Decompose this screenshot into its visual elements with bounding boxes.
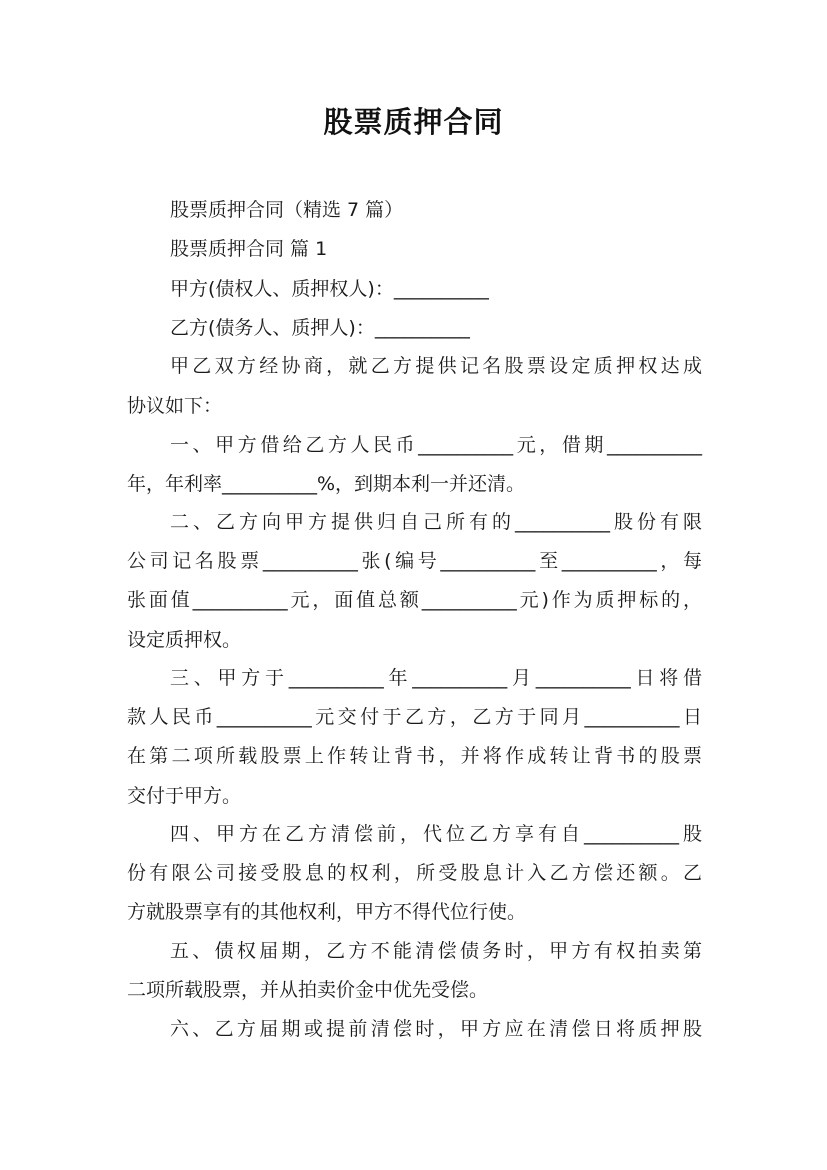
- paragraph-line: 份有限公司接受股息的权利，所受股息计入乙方偿还额。乙: [127, 862, 702, 884]
- paragraph-line: 五、债权届期，乙方不能清偿债务时，甲方有权拍卖第: [170, 940, 702, 962]
- paragraph-line: 三、甲方于__________年__________月__________日将借: [170, 667, 702, 689]
- party-a-line: 甲方(债权人、质押权人)：__________: [170, 278, 489, 300]
- paragraph-line: 公司记名股票__________张(编号__________至__________，每: [127, 550, 702, 572]
- paragraph-line: 二项所载股票，并从拍卖价金中优先受偿。: [127, 979, 489, 1001]
- paragraph-line: 张面值__________元，面值总额__________元)作为质押标的，: [127, 589, 702, 611]
- paragraph-line: 方就股票享有的其他权利，甲方不得代位行使。: [127, 901, 527, 923]
- paragraph-line: 款人民币__________元交付于乙方，乙方于同月__________日: [127, 706, 702, 728]
- party-b-line: 乙方(债务人、质押人)：__________: [170, 317, 470, 339]
- document-title: 股票质押合同: [323, 105, 504, 139]
- paragraph-line: 六、乙方届期或提前清偿时，甲方应在清偿日将质押股: [170, 1018, 702, 1040]
- paragraph-line: 甲乙双方经协商，就乙方提供记名股票设定质押权达成: [170, 355, 702, 377]
- paragraph-line: 设定质押权。: [127, 629, 242, 651]
- paragraph-line: 在第二项所载股票上作转让背书，并将作成转让背书的股票: [127, 745, 702, 767]
- paragraph-line: 交付于甲方。: [127, 785, 242, 807]
- paragraph-line: 一、甲方借给乙方人民币__________元，借期__________: [170, 434, 702, 456]
- section-heading: 股票质押合同 篇 1: [170, 238, 328, 260]
- paragraph-line: 四、甲方在乙方清偿前，代位乙方享有自__________股: [170, 823, 702, 845]
- paragraph-line: 协议如下：: [127, 395, 223, 417]
- paragraph-line: 二、乙方向甲方提供归自己所有的__________股份有限: [170, 511, 702, 533]
- subtitle-selection: 股票质押合同（精选 7 篇）: [170, 199, 404, 221]
- paragraph-line: 年，年利率__________%，到期本利一并还清。: [127, 473, 526, 495]
